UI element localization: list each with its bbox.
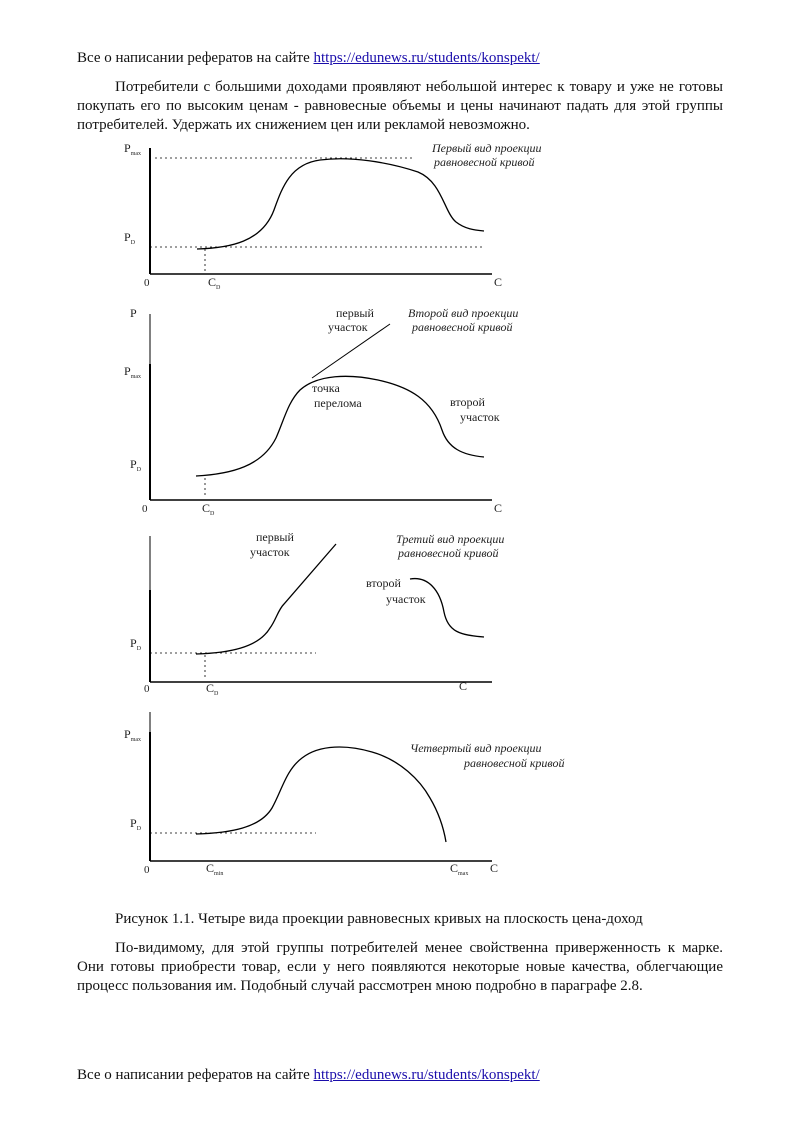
chart-2-pd-label: $P_D$	[130, 457, 142, 473]
chart-1-cd-label: $C_D$	[208, 275, 221, 291]
chart-1-pmax-label: $P_{max}$	[124, 141, 142, 157]
paragraph-1: Потребители с большими доходами проявляют небольшой интерес к товару и уже не готовы покупать его по высоким ценам - равновесные объемы и цены начинают падать для этой группы потребителей. Удержать их снижением цен или рекламой невозможно.	[77, 79, 723, 133]
chart-3-x-label: C	[459, 679, 468, 693]
chart-4-origin: 0	[144, 864, 150, 876]
chart-4-title-1: Четвертый вид проекции	[410, 741, 542, 755]
chart-3-origin: 0	[144, 683, 150, 695]
chart-3-part1-2: участок	[250, 545, 290, 559]
chart-1-pd-label: $P_D$	[124, 230, 136, 246]
header-link[interactable]: https://edunews.ru/students/konspekt/	[313, 50, 540, 66]
footer-link[interactable]: https://edunews.ru/students/konspekt/	[313, 1067, 540, 1083]
chart-2-origin: 0	[142, 503, 148, 515]
chart-2-part1-2: участок	[328, 320, 368, 334]
chart-3-part2-1: второй	[366, 576, 401, 590]
footer-line	[77, 1066, 723, 1085]
chart-3-title-2: равновесной кривой	[398, 546, 499, 560]
chart-1-title-2: равновесной кривой	[434, 155, 535, 169]
chart-4-pmax-label: $P_{max}$	[124, 727, 142, 743]
chart-2-part2-2: участок	[460, 410, 500, 424]
chart-1-x-label: C	[494, 275, 503, 289]
chart-1-origin: 0	[144, 277, 150, 289]
chart-2-break-1: точка	[312, 381, 340, 395]
chart-4-pd-label: $P_D$	[130, 816, 142, 832]
chart-3-part2-2: участок	[386, 592, 426, 606]
chart-2-pmax-label: $P_{max}$	[124, 364, 142, 380]
chart-3-pd-label: $P_D$	[130, 636, 142, 652]
chart-2	[124, 306, 518, 517]
chart-3-curve-part2	[410, 579, 484, 637]
figure-caption: Рисунок 1.1. Четыре вида проекции равновесных кривых на плоскость цена-доход	[115, 911, 643, 927]
chart-4-curve	[196, 747, 446, 842]
header-text: Все о написании рефератов на сайте	[77, 50, 314, 66]
paragraph-2: По-видимому, для этой группы потребителей менее свойственна приверженность к марке. Они готовы приобрести товар, если у него появляются некоторые новые качества, облегчающие процесс пользования им. Подобный случай рассмотрен мною подробно в параграфе 2.8.	[77, 940, 723, 994]
chart-3-part1-1: первый	[256, 530, 294, 544]
chart-2-x-label: C	[494, 501, 503, 515]
chart-4	[124, 712, 564, 877]
chart-2-part2-1: второй	[450, 395, 485, 409]
chart-4-x-label: C	[490, 861, 499, 875]
chart-2-title-1: Второй вид проекции	[408, 306, 519, 320]
chart-2-p-axis-label: P	[130, 306, 137, 320]
chart-1-curve	[197, 159, 484, 249]
chart-1-title-1: Первый вид проекции	[432, 141, 542, 155]
chart-2-part1-1: первый	[336, 306, 374, 320]
chart-2-curve	[196, 376, 484, 476]
chart-2-break-2: перелома	[314, 396, 362, 410]
chart-2-title-2: равновесной кривой	[412, 320, 513, 334]
chart-2-cd-label: $C_D$	[202, 501, 215, 517]
chart-4-title-2: равновесной кривой	[464, 756, 565, 770]
chart-3-title-1: Третий вид проекции	[396, 532, 505, 546]
chart-1	[124, 141, 542, 291]
chart-4-cmax-label: $C_{max}$	[450, 861, 469, 877]
chart-3-curve-part1	[196, 544, 336, 654]
footer-text: Все о написании рефератов на сайте	[77, 1067, 314, 1083]
chart-3	[130, 530, 504, 697]
chart-4-cmin-label: $C_{min}$	[206, 861, 224, 877]
chart-3-cd-label: $C_D$	[206, 681, 219, 697]
